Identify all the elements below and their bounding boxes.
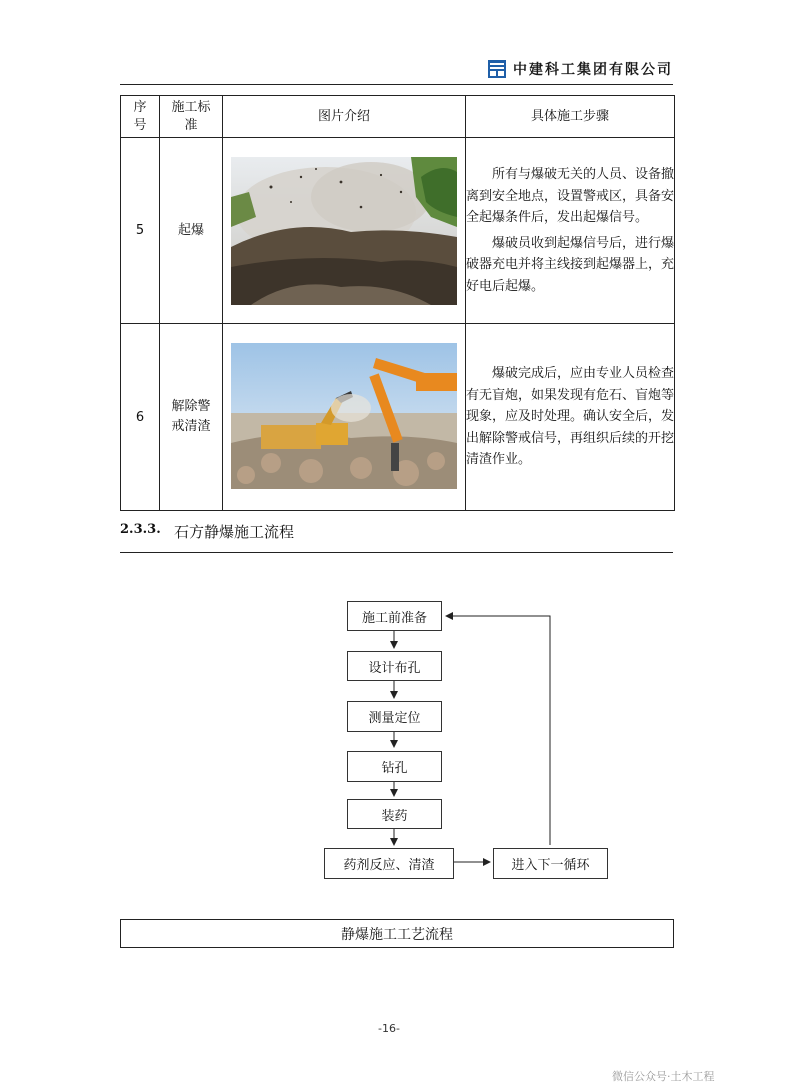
company-name: 中建科工集团有限公司 xyxy=(513,62,673,78)
header-picture: 图片介绍 xyxy=(223,96,466,138)
flow-step: 设计布孔 xyxy=(347,651,442,681)
row-number: 5 xyxy=(121,138,160,324)
section-number: 2.3.3. xyxy=(120,522,161,537)
flow-step: 施工前准备 xyxy=(347,601,442,631)
flow-step: 药剂反应、清渣 xyxy=(324,848,454,879)
step-paragraph: 所有与爆破无关的人员、设备撤离到安全地点，设置警戒区，具备安全起爆条件后，发出起爆信号。 xyxy=(466,167,675,225)
flow-step: 测量定位 xyxy=(347,701,442,732)
figure-caption: 静爆施工工艺流程 xyxy=(120,919,674,948)
row-standard: 起爆 xyxy=(160,138,223,324)
watermark: 微信公众号·土木工程 xyxy=(612,1070,715,1083)
flow-loop-step: 进入下一循环 xyxy=(493,848,608,879)
step-paragraph: 爆破完成后，应由专业人员检查有无盲炮，如果发现有危石、盲炮等现象，应及时处理。确认安全后，发出解除警戒信号，再组织后续的开挖清渣作业。 xyxy=(466,366,675,468)
header-steps: 具体施工步骤 xyxy=(466,96,675,138)
header-no: 序号 xyxy=(121,96,160,138)
standard-label: 解除警戒清渣 xyxy=(171,399,211,434)
loop-arrow xyxy=(446,616,550,845)
row-number: 6 xyxy=(121,324,160,511)
page-number: -16- xyxy=(378,1022,400,1035)
section-title: 石方静爆施工流程 xyxy=(174,523,295,541)
flow-step: 钻孔 xyxy=(347,751,442,782)
step-paragraph: 爆破员收到起爆信号后，进行爆破器充电并将主线接到起爆器上，充好电后起爆。 xyxy=(466,235,675,294)
flow-step: 装药 xyxy=(347,799,442,829)
header-standard: 施工标准 xyxy=(160,96,223,138)
